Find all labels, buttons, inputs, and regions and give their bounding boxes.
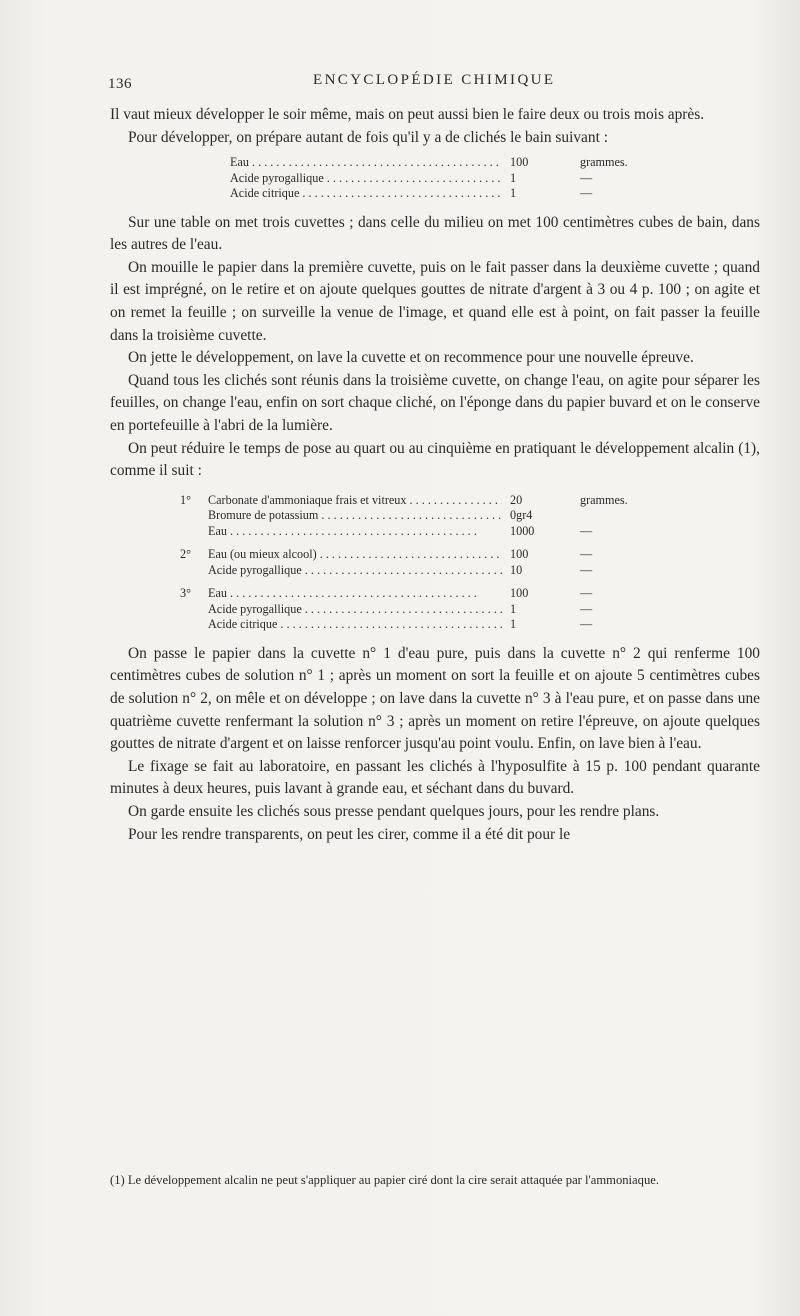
paragraph-7: On peut réduire le temps de pose au quart ou au cinquième en pratiquant le développement alcalin (1), comme il suit : [110,439,760,480]
ingredient-name: Eau . . . [230,155,502,171]
page-number: 136 [108,76,132,92]
solution-number: 1° [180,492,191,507]
recipe-row [230,155,650,171]
ingredient-quantity: 20 [510,492,523,507]
ingredient-quantity: 1 [510,601,517,616]
paragraph-5: On jette le développement, on lave la cuvette et on recommence pour une nouvelle épreuve. [128,349,694,367]
ingredient-unit: — [580,170,593,185]
recipe-row [180,602,650,618]
paragraph-1: Il vaut mieux développer le soir même, mais on peut aussi bien le faire deux ou trois mois après. [110,106,705,123]
group-spacer [180,578,760,586]
recipe-row [180,508,650,524]
ingredient-name: Eau (ou mieux alcool) . . . [208,547,502,563]
ingredient-unit: — [580,601,593,616]
ingredient-name: Acide pyrogallique . . . [208,602,502,618]
recipe-row [180,547,650,563]
paragraph-11: Pour les rendre transparents, on peut les cirer, comme il a été dit pour le [128,825,571,843]
solution-number [180,602,208,618]
recipe-row [180,524,650,540]
footnote: (1) Le développement alcalin ne peut s'appliquer au papier ciré dont la cire serait attaquée par l'ammoniaque. [110,1173,659,1187]
paragraph-9: Le fixage se fait au laboratoire, en passant les clichés à l'hyposulfite à 15 p. 100 pendant quarante minutes à deux heures, puis lavant à grande eau, et séchant dans du buvard. [110,757,760,798]
body-text [110,104,760,846]
ingredient-quantity: 1 [510,170,517,185]
solution-number [180,617,208,633]
ingredient-name: Acide pyrogallique . . . [230,171,502,187]
paragraph-4: On mouille le papier dans la première cuvette, puis on le fait passer dans la deuxième cuvette ; quand il est imprégné, on le retire et on ajoute quelques gouttes de nitrate d'argent à 3 ou 4 p. 100 ; on agite et on remet la feuille ; on surveille la venue de l'image, et quand elle est à point, on fait passer la feuille dans la troisième cuvette. [110,258,760,344]
ingredient-unit: grammes. [580,155,628,170]
ingredient-quantity: 1 [510,617,517,632]
ingredient-unit: — [580,617,593,632]
paragraph-6: Quand tous les clichés sont réunis dans la troisième cuvette, on change l'eau, on agite pour séparer les feuilles, on change l'eau, enfin on sort chaque cliché, on l'éponge dans du papier buvard et on le conserve en portefeuille à l'abri de la lumière. [110,371,760,435]
ingredient-quantity: 1000 [510,523,535,538]
recipe-row [180,617,650,633]
recipe-developing-bath [110,155,760,202]
solution-number: 3° [180,586,191,601]
ingredient-unit: — [580,562,593,577]
ingredient-quantity: 100 [510,547,529,562]
ingredient-unit: — [580,547,593,562]
ingredient-unit: — [580,186,593,201]
ingredient-name: Bromure de potassium . . . [208,508,502,524]
recipe-row [180,586,650,602]
solution-number: 2° [180,547,191,562]
ingredient-quantity: 0gr4 [510,508,533,523]
ingredient-name: Carbonate d'ammoniaque frais et vitreux . . . [208,493,502,509]
ingredient-unit: grammes. [580,492,628,507]
recipe-row [180,563,650,579]
ingredient-quantity: 100 [510,155,529,170]
ingredient-name: Eau . . . [208,524,502,540]
ingredient-unit: — [580,523,593,538]
ingredient-quantity: 1 [510,186,517,201]
ingredient-name: Eau . . . [208,586,502,602]
ingredient-quantity: 100 [510,586,529,601]
running-head: ENCYCLOPÉDIE CHIMIQUE [313,72,556,88]
solution-number [180,508,208,524]
solution-number [180,563,208,579]
recipe-row [230,171,650,187]
paragraph-3: Sur une table on met trois cuvettes ; dans celle du milieu on met 100 centimètres cubes de bain, dans les autres de l'eau. [110,213,760,254]
ingredient-name: Acide pyrogallique . . . [208,563,502,579]
page-header [108,66,708,94]
recipe-alkaline-development [110,493,760,633]
ingredient-unit: — [580,586,593,601]
group-spacer [180,539,760,547]
paragraph-2: Pour développer, on prépare autant de fois qu'il y a de clichés le bain suivant : [128,128,608,146]
paragraph-10: On garde ensuite les clichés sous presse pendant quelques jours, pour les rendre plans. [128,802,660,820]
recipe-row [180,493,650,509]
ingredient-unit [580,508,650,524]
ingredient-name: Acide citrique . . . [230,186,502,202]
ingredient-name: Acide citrique . . . [208,617,502,633]
ingredient-quantity: 10 [510,562,523,577]
paragraph-8: On passe le papier dans la cuvette n° 1 d'eau pure, puis dans la cuvette n° 2 qui renferme 100 centimètres cubes de solution n° 1 ; après un moment on sort la feuille et on ajoute 5 centimètres cubes de solution n° 2, on mêle et on développe ; on lave dans la cuvette n° 3 à l'eau pure, et on passe dans une quatrième cuvette renfermant la solution n° 3 ; après un moment on retire l'épreuve, on ajoute quelques gouttes de nitrate d'argent et on laisse renforcer jusqu'au point voulu. Enfin, on lave bien à l'eau. [110,644,760,753]
solution-number [180,524,208,540]
recipe-row [230,186,650,202]
